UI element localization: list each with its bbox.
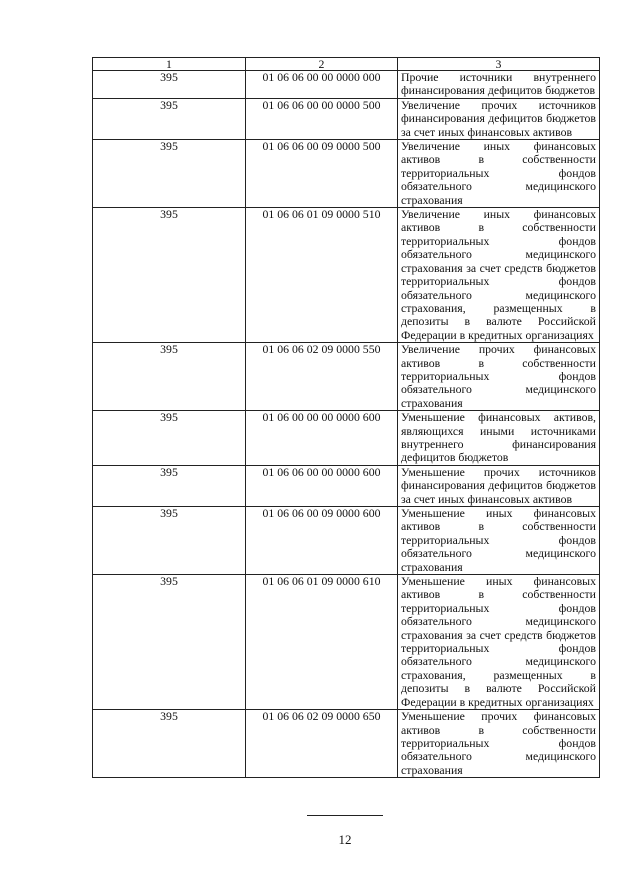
admin-code-cell: 395	[93, 507, 246, 575]
table-row	[93, 411, 600, 466]
admin-code-cell: 395	[93, 575, 246, 710]
table-header	[93, 58, 600, 71]
description-cell: Уменьшение прочих финансовых активов в собственности территориальных фондов обязательного медицинского страхования	[398, 710, 600, 778]
budget-code-cell: 01 06 06 02 09 0000 550	[246, 343, 398, 411]
column-header-2: 2	[246, 58, 398, 71]
budget-code-cell: 01 06 06 01 09 0000 610	[246, 575, 398, 710]
page-number: 12	[338, 832, 352, 847]
admin-code-cell: 395	[93, 343, 246, 411]
admin-code-cell: 395	[93, 710, 246, 778]
budget-code-cell: 01 06 06 01 09 0000 510	[246, 208, 398, 343]
description-cell: Уменьшение прочих источников финансирования дефицитов бюджетов за счет иных финансовых активов	[398, 465, 600, 506]
admin-code-cell: 395	[93, 98, 246, 139]
header-row	[93, 58, 600, 71]
column-header-3: 3	[398, 58, 600, 71]
admin-code-cell: 395	[93, 71, 246, 99]
footer-divider	[307, 815, 383, 816]
budget-codes-table	[92, 57, 600, 778]
table-row	[93, 465, 600, 506]
budget-code-cell: 01 06 06 00 00 0000 600	[246, 465, 398, 506]
description-cell: Увеличение иных финансовых активов в собственности территориальных фондов обязательного медицинского страхования за счет средств бюджетов территориальных фондов обязательного медицинского страхования, размещенных в депозиты в валюте Российской Федерации в кредитных организациях	[398, 208, 600, 343]
admin-code-cell: 395	[93, 411, 246, 466]
table-body	[93, 71, 600, 778]
admin-code-cell: 395	[93, 140, 246, 208]
table-row	[93, 208, 600, 343]
budget-code-cell: 01 06 06 02 09 0000 650	[246, 710, 398, 778]
description-cell: Уменьшение иных финансовых активов в собственности территориальных фондов обязательного медицинского страхования	[398, 507, 600, 575]
column-header-1: 1	[93, 58, 246, 71]
admin-code-cell: 395	[93, 465, 246, 506]
table-row	[93, 507, 600, 575]
budget-code-cell: 01 06 06 00 00 0000 000	[246, 71, 398, 99]
table-row	[93, 575, 600, 710]
table-row	[93, 98, 600, 139]
description-cell: Увеличение прочих финансовых активов в собственности территориальных фондов обязательного медицинского страхования	[398, 343, 600, 411]
budget-code-cell: 01 06 06 00 09 0000 600	[246, 507, 398, 575]
description-cell: Уменьшение финансовых активов, являющихся иными источниками внутреннего финансирования дефицитов бюджетов	[398, 411, 600, 466]
description-cell: Увеличение прочих источников финансирования дефицитов бюджетов за счет иных финансовых активов	[398, 98, 600, 139]
budget-code-cell: 01 06 06 00 00 0000 500	[246, 98, 398, 139]
table-row	[93, 343, 600, 411]
table-row	[93, 710, 600, 778]
table-row	[93, 140, 600, 208]
table-row	[93, 71, 600, 99]
description-cell: Прочие источники внутреннего финансирования дефицитов бюджетов	[398, 71, 600, 99]
budget-code-cell: 01 06 06 00 09 0000 500	[246, 140, 398, 208]
budget-code-cell: 01 06 00 00 00 0000 600	[246, 411, 398, 466]
description-cell: Уменьшение иных финансовых активов в собственности территориальных фондов обязательного медицинского страхования за счет средств бюджетов территориальных фондов обязательного медицинского страхования, размещенных в депозиты в валюте Российской Федерации в кредитных организациях	[398, 575, 600, 710]
admin-code-cell: 395	[93, 208, 246, 343]
description-cell: Увеличение иных финансовых активов в собственности территориальных фондов обязательного медицинского страхования	[398, 140, 600, 208]
